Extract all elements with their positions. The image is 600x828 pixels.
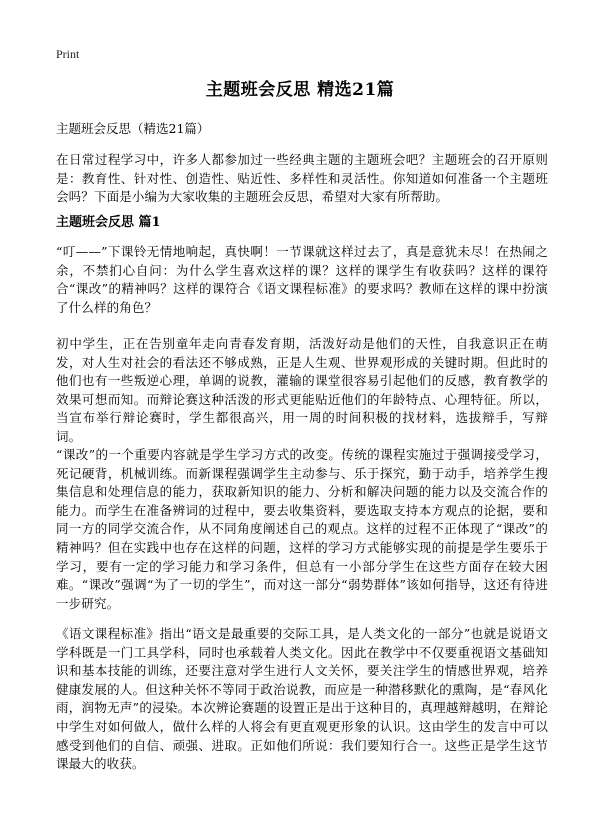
body-paragraph-1: “叮——”下课铃无情地响起，真快啊！一节课就这样过去了，真是意犹未尽！在热闹之余，不禁扪心自问：为什么学生喜欢这样的课？这样的课学生有收获吗？这样的课符合“课改”的精神吗？这样的课符合《语文课程标准》的要求吗？教师在这样的课中扮演了什么样的角色？ (56, 244, 548, 315)
document-subtitle: 主题班会反思（精选21篇） (56, 121, 210, 136)
intro-paragraph: 在日常过程学习中，许多人都参加过一些经典主题的主题班会吧？主题班会的召开原则是：教育性、针对性、创造性、贴近性、多样性和灵活性。你知道如何准备一个主题班会吗？下面是小编为大家收集的主题班会反思，希望对大家有所帮助。 (56, 152, 548, 205)
document-title: 主题班会反思 精选21篇 (205, 80, 395, 100)
body-paragraph-3: “课改”的一个重要内容就是学生学习方式的改变。传统的课程实施过于强调接受学习，死记硬背，机械训练。而新课程强调学生主动参与、乐于探究，勤于动手，培养学生搜集信息和处理信息的能力，获取新知识的能力、分析和解决问题的能力以及交流合作的能力。而学生在准备辨词的过程中，要去收集资料，要选取支持本方观点的论据，要和同一方的同学交流合作，从不同角度阐述自己的观点。这样的过程不正体现了“课改”的精神吗？但在实践中也存在这样的问题，这样的学习方式能够实现的前提是学生要乐于学习，要有一定的学习能力和学习条件，但总有一小部分学生在这些方面存在较大困难。“课改”强调“为了一切的学生”，而对这一部分“弱势群体”该如何指导，这还有待进一步研究。 (56, 447, 548, 611)
print-link[interactable]: Print (56, 47, 80, 61)
body-paragraph-4: 《语文课程标准》指出“语文是最重要的交际工具，是人类文化的一部分”也就是说语文学科既是一门工具学科，同时也承载着人类文化。因此在教学中不仅要重视语文基础知识和基本技能的训练，还要注意对学生进行人文关怀，要关注学生的情感世界观，培养健康发展的人。但这种关怀不等同于政治说教，而应是一种潜移默化的熏陶，是“春风化雨，润物无声”的浸染。本次辨论赛题的设置正是出于这种目的，真理越辩越明，在辩论中学生对如何做人，做什么样的人将会有更直观更形象的认识。这由学生的发言中可以感受到他们的自信、顽强、进取。正如他们所说：我们要知行合一。这些正是学生这节课最大的收获。 (56, 626, 548, 772)
section-heading: 主题班会反思 篇1 (56, 215, 161, 230)
body-paragraph-2: 初中学生，正在告别童年走向青春发育期，活泼好动是他们的天性，自我意识正在萌发，对人生对社会的看法还不够成熟，正是人生观、世界观形成的关键时期。但此时的他们也有一些叛逆心理，单调的说教，灌输的课堂很容易引起他们的反感，教育教学的效果可想而知。而辩论赛这种活泼的形式更能贴近他们的年龄特点、心理特征。所以，当宣布举行辩论赛时，学生都很高兴，用一周的时间积极的找材料，选拔辩手，写辩词。 (56, 336, 548, 444)
